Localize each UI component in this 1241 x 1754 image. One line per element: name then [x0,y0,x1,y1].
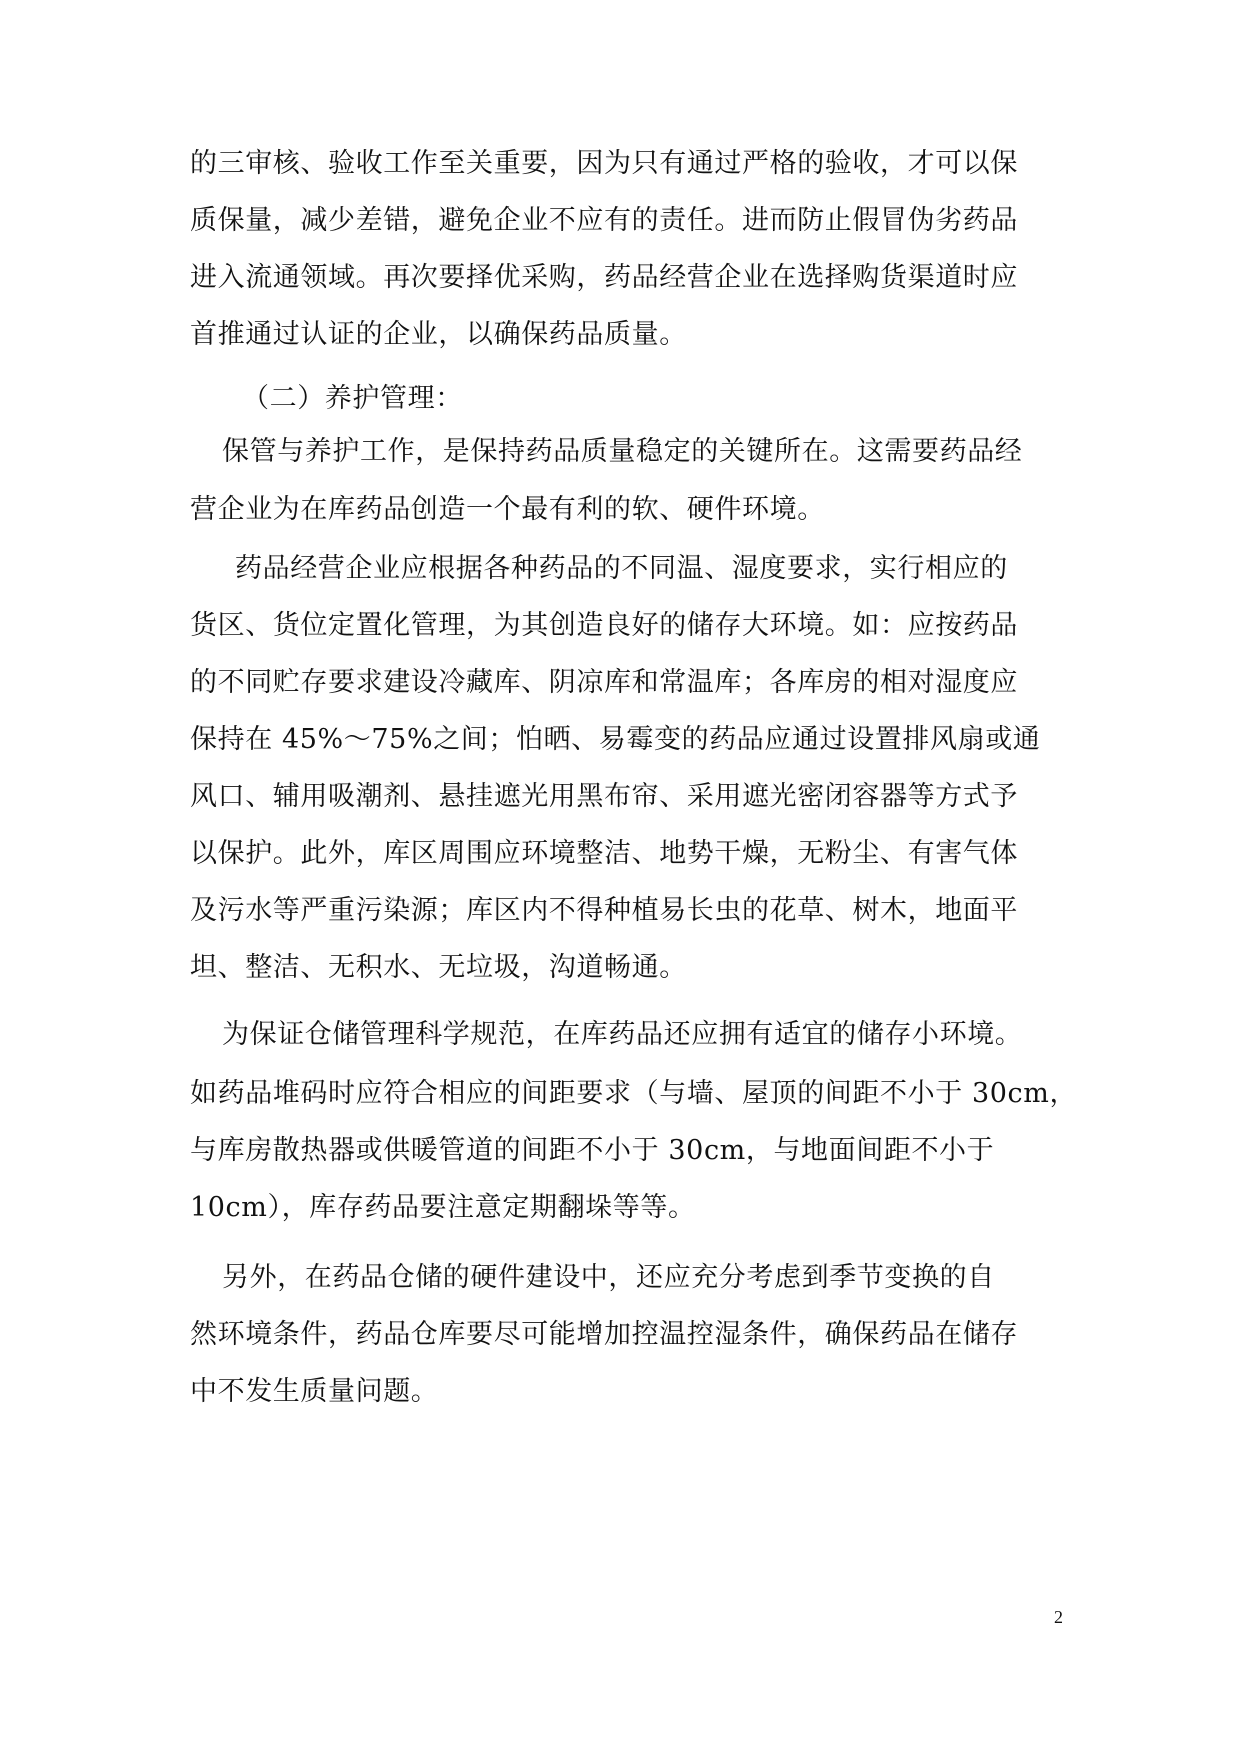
paragraph-5-line-3: 中不发生质量问题。 [190,1376,439,1407]
paragraph-5-line-1: 另外，在药品仓储的硬件建设中，还应充分考虑到季节变换的自 [222,1262,995,1293]
page-number: 2 [1054,1607,1063,1627]
paragraph-4-line-3: 与库房散热器或供暖管道的间距不小于 30cm，与地面间距不小于 [190,1135,995,1166]
paragraph-1-line-1: 的三审核、验收工作至关重要，因为只有通过严格的验收，才可以保 [190,148,1018,179]
paragraph-3-line-4: 保持在 45%～75%之间；怕晒、易霉变的药品应通过设置排风扇或通 [190,724,1041,755]
paragraph-4-line-2: 如药品堆码时应符合相应的间距要求（与墙、屋顶的间距不小于 30cm， [190,1078,1078,1109]
paragraph-3-line-3: 的不同贮存要求建设冷藏库、阴凉库和常温库；各库房的相对湿度应 [190,667,1018,698]
paragraph-1-line-2: 质保量，减少差错，避免企业不应有的责任。进而防止假冒伪劣药品 [190,205,1018,236]
paragraph-1-line-4: 首推通过认证的企业，以确保药品质量。 [190,319,687,350]
paragraph-3-line-2: 货区、货位定置化管理，为其创造良好的储存大环境。如：应按药品 [190,610,1018,641]
paragraph-2-line-1: 保管与养护工作，是保持药品质量稳定的关键所在。这需要药品经 [222,436,1023,467]
paragraph-3-line-5: 风口、辅用吸潮剂、悬挂遮光用黑布帘、采用遮光密闭容器等方式予 [190,781,1018,812]
paragraph-4-line-4: 10cm），库存药品要注意定期翻垛等等。 [190,1192,696,1223]
paragraph-2-line-2: 营企业为在库药品创造一个最有利的软、硬件环境。 [190,494,825,525]
paragraph-1-line-3: 进入流通领域。再次要择优采购，药品经营企业在选择购货渠道时应 [190,262,1018,293]
paragraph-3-line-8: 坦、整洁、无积水、无垃圾，沟道畅通。 [190,952,687,983]
paragraph-4-line-1: 为保证仓储管理科学规范，在库药品还应拥有适宜的储存小环境。 [222,1019,1023,1050]
paragraph-3-line-6: 以保护。此外，库区周围应环境整洁、地势干燥，无粉尘、有害气体 [190,838,1018,869]
paragraph-3-line-1: 药品经营企业应根据各种药品的不同温、湿度要求，实行相应的 [235,553,1008,584]
paragraph-5-line-2: 然环境条件，药品仓库要尽可能增加控温控湿条件，确保药品在储存 [190,1319,1018,1350]
section-heading: （二）养护管理： [242,383,463,414]
paragraph-3-line-7: 及污水等严重污染源；库区内不得种植易长虫的花草、树木，地面平 [190,895,1018,926]
